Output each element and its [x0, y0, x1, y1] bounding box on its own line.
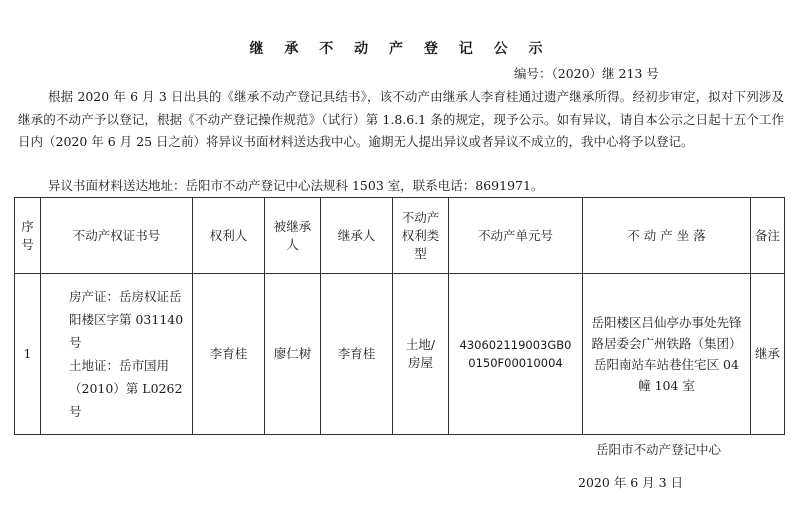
header-decedent: 被继承人 — [265, 198, 321, 274]
header-location: 不 动 产 坐 落 — [583, 198, 751, 274]
header-heir: 继承人 — [321, 198, 393, 274]
issuing-organization: 岳阳市不动产登记中心 — [596, 442, 722, 457]
cert-line: 阳楼区字第 031140 — [69, 312, 184, 327]
document-number: 编号：（2020）继 213 号 — [514, 66, 659, 81]
property-table — [14, 197, 785, 435]
cert-line: 房产证：岳房权证岳 — [69, 289, 182, 304]
notice-title: 继 承 不 动 产 登 记 公 示 — [249, 41, 551, 57]
unit-no-line: 430602119003GB0 — [459, 338, 572, 352]
right-type-line: 房屋 — [407, 355, 433, 370]
header-cert: 不动产权证书号 — [41, 198, 193, 274]
objection-address: 异议书面材料送达地址：岳阳市不动产登记中心法规科 1503 室，联系电话：8691971。 — [48, 178, 544, 193]
cell-location: 岳阳楼区吕仙亭办事处先锋路居委会广州铁路（集团）岳阳南站车站巷住宅区 04 幢 104 室 — [583, 274, 751, 435]
cert-line: 土地证：岳市国用 — [69, 358, 170, 373]
header-remark: 备注 — [751, 198, 785, 274]
table-row — [15, 274, 785, 435]
header-owner: 权利人 — [193, 198, 265, 274]
table-header-row — [15, 198, 785, 274]
cert-line: 号 — [69, 335, 82, 350]
cert-line: （2010）第 L0262 号 — [69, 381, 183, 419]
cell-right-type — [393, 274, 449, 435]
cell-cert — [41, 274, 193, 435]
cell-unit-no — [449, 274, 583, 435]
issue-date: 2020 年 6 月 3 日 — [578, 475, 684, 490]
notice-body: 根据 2020 年 6 月 3 日出具的《继承不动产登记具结书》，该不动产由继承人李育桂通过遗产继承所得。经初步审定，拟对下列涉及继承的不动产予以登记，根据《不动产登记操作规范》（试行）第 1.8.6.1 条的规定，现予公示。如有异议，请自本公示之日起十五个工作日内（2020 年 6 月 25 日之前）将异议书面材料送达我中心。逾期无人提出异议或者异议不成立的，我中心将予以登记。 — [18, 89, 784, 149]
header-unit-no: 不动产单元号 — [449, 198, 583, 274]
right-type-line: 土地/ — [405, 337, 436, 352]
cell-seq: 1 — [15, 274, 41, 435]
header-seq: 序号 — [15, 198, 41, 274]
header-right-type: 不动产权利类型 — [393, 198, 449, 274]
cell-remark: 继承 — [751, 274, 785, 435]
unit-no-line: 0150F00010004 — [468, 356, 563, 370]
cell-decedent: 廖仁树 — [265, 274, 321, 435]
cell-heir: 李育桂 — [321, 274, 393, 435]
cell-owner: 李育桂 — [193, 274, 265, 435]
